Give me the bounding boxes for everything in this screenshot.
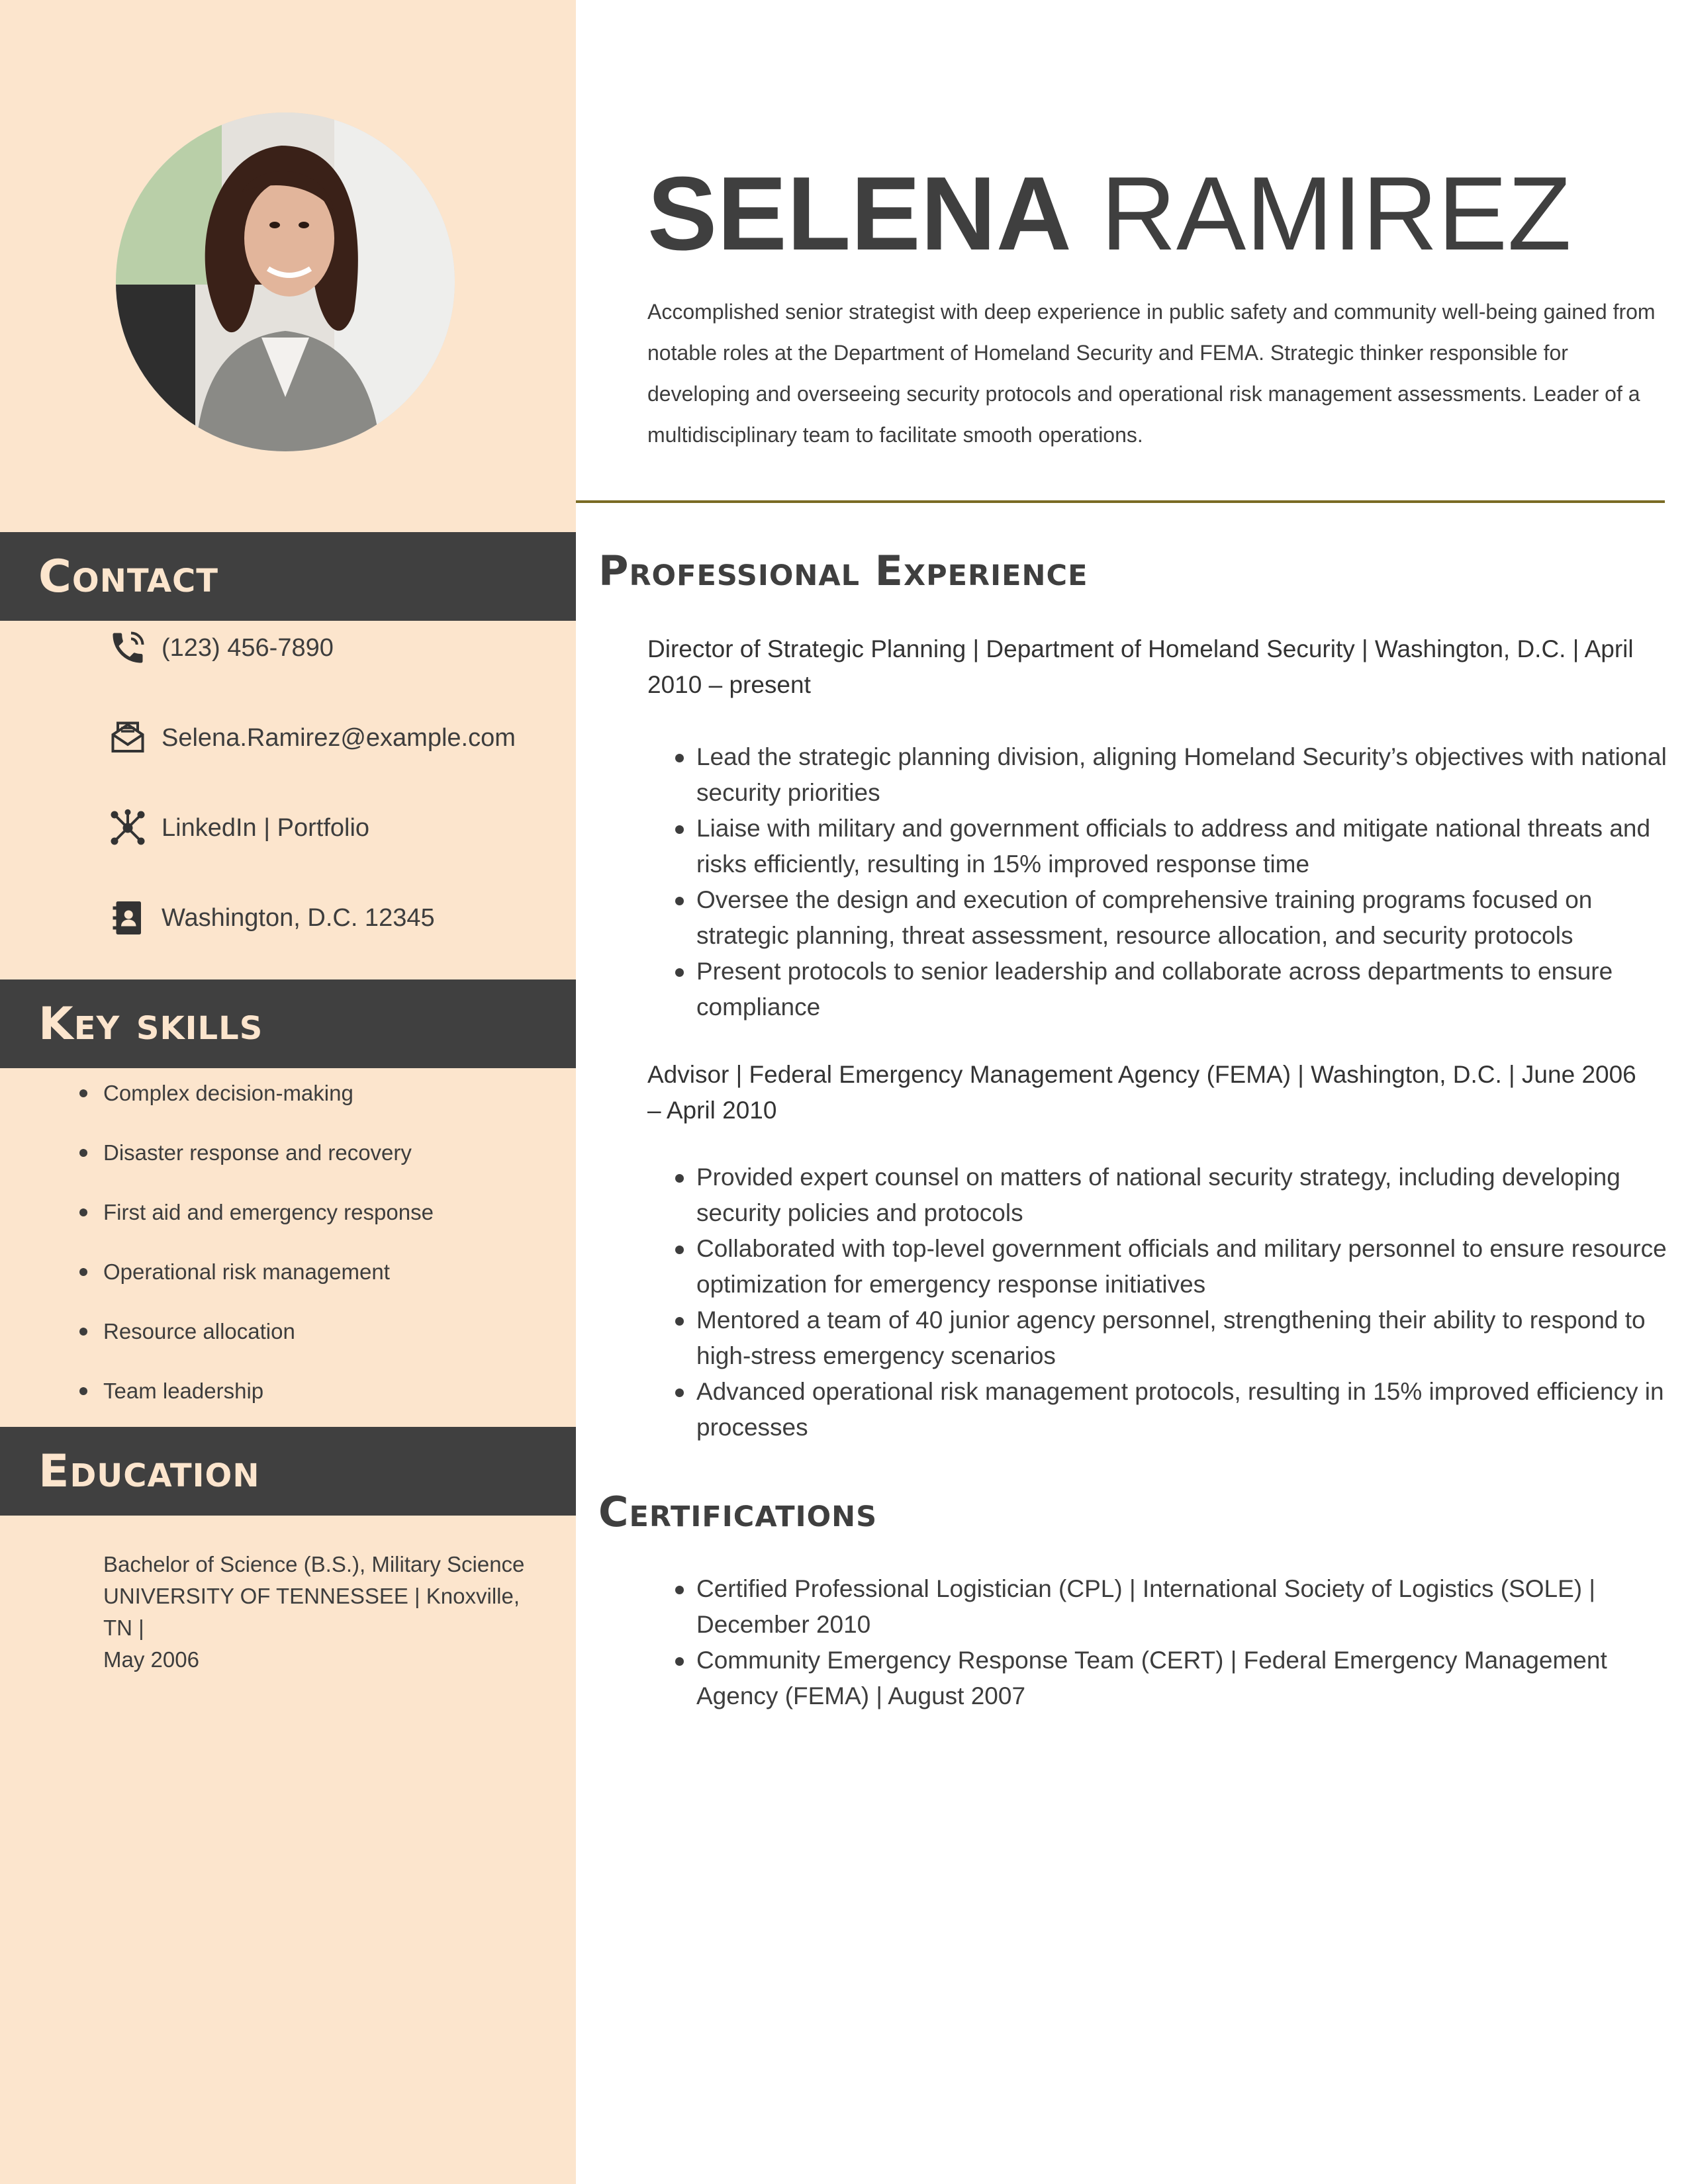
skill-item: Resource allocation bbox=[78, 1310, 434, 1370]
job-bullets bbox=[696, 1160, 1669, 1445]
last-name: RAMIREZ bbox=[1100, 156, 1571, 272]
job-bullet: Liaise with military and government officials to address and mitigate national threats and risks efficiently, resulting in 15% improved response time bbox=[696, 811, 1669, 882]
network-icon bbox=[106, 806, 150, 850]
job-bullet: Mentored a team of 40 junior agency personnel, strengthening their ability to respond to high-stress emergency scenarios bbox=[696, 1302, 1669, 1374]
skill-item: First aid and emergency response bbox=[78, 1191, 434, 1251]
skill-item: Operational risk management bbox=[78, 1251, 434, 1310]
contact-links[interactable] bbox=[106, 805, 369, 851]
contact-phone-text: (123) 456-7890 bbox=[162, 633, 334, 662]
contact-links-text: LinkedIn | Portfolio bbox=[162, 813, 370, 842]
education-title: Education bbox=[38, 1445, 260, 1498]
job-bullet: Advanced operational risk management protocols, resulting in 15% improved efficiency in processes bbox=[696, 1374, 1669, 1445]
education-date: May 2006 bbox=[103, 1647, 199, 1672]
job-bullet: Lead the strategic planning division, aligning Homeland Security’s objectives with national security priorities bbox=[696, 739, 1669, 811]
skills-section-header bbox=[0, 979, 576, 1068]
education-school: UNIVERSITY OF TENNESSEE | Knoxville, TN | bbox=[103, 1584, 520, 1640]
job-bullet: Present protocols to senior leadership and collaborate across departments to ensure compliance bbox=[696, 954, 1669, 1025]
contact-section-header bbox=[0, 532, 576, 621]
certifications-title: Certifications bbox=[598, 1488, 878, 1536]
certification-item: Community Emergency Response Team (CERT) | Federal Emergency Management Agency (FEMA) | August 2007 bbox=[696, 1643, 1669, 1714]
sidebar bbox=[0, 0, 576, 2184]
contact-address bbox=[106, 895, 435, 941]
experience-title: Professional Experience bbox=[598, 547, 1088, 595]
profile-summary: Accomplished senior strategist with deep experience in public safety and community well-being gained from notable roles at the Department of Homeland Security and FEMA. Strategic thinker responsible for developing and overseeing security protocols and operational risk management assessments. Leader of a multidisciplinary team to facilitate smooth operations. bbox=[647, 300, 1656, 447]
first-name: SELENA bbox=[647, 156, 1072, 272]
job-bullets bbox=[696, 739, 1669, 1025]
header-divider bbox=[576, 500, 1665, 503]
profile-photo-image bbox=[116, 113, 455, 451]
contact-phone[interactable] bbox=[106, 625, 334, 671]
education-section-header bbox=[0, 1427, 576, 1516]
job-heading: Director of Strategic Planning | Department of Homeland Security | Washington, D.C. | April 2010 – present bbox=[647, 635, 1634, 698]
job-bullet: Collaborated with top-level government officials and military personnel to ensure resource optimization for emergency response initiatives bbox=[696, 1231, 1669, 1302]
contact-title: Contact bbox=[38, 550, 219, 603]
mail-icon bbox=[106, 716, 150, 760]
job-heading: Advisor | Federal Emergency Management Agency (FEMA) | Washington, D.C. | June 2006 – April 2010 bbox=[647, 1061, 1636, 1124]
contact-email-text: Selena.Ramirez@example.com bbox=[162, 723, 516, 752]
skills-list bbox=[78, 1072, 434, 1430]
phone-icon bbox=[106, 626, 150, 670]
education-entry bbox=[103, 1549, 553, 1676]
profile-photo bbox=[116, 113, 455, 451]
contact-book-icon bbox=[106, 896, 150, 940]
candidate-name bbox=[647, 151, 1571, 277]
contact-address-text: Washington, D.C. 12345 bbox=[162, 903, 435, 932]
contact-email[interactable] bbox=[106, 715, 516, 761]
skills-title: Key skills bbox=[38, 997, 263, 1050]
job-bullet: Oversee the design and execution of comprehensive training programs focused on strategic planning, threat assessment, resource allocation, and security protocols bbox=[696, 882, 1669, 954]
certification-item: Certified Professional Logistician (CPL) | International Society of Logistics (SOLE) | December 2010 bbox=[696, 1571, 1669, 1643]
certifications-list bbox=[696, 1571, 1669, 1714]
job-bullet: Provided expert counsel on matters of national security strategy, including developing security policies and protocols bbox=[696, 1160, 1669, 1231]
skill-item: Complex decision-making bbox=[78, 1072, 434, 1132]
skill-item: Team leadership bbox=[78, 1370, 434, 1430]
skill-item: Disaster response and recovery bbox=[78, 1132, 434, 1191]
education-degree: Bachelor of Science (B.S.), Military Science bbox=[103, 1552, 525, 1576]
